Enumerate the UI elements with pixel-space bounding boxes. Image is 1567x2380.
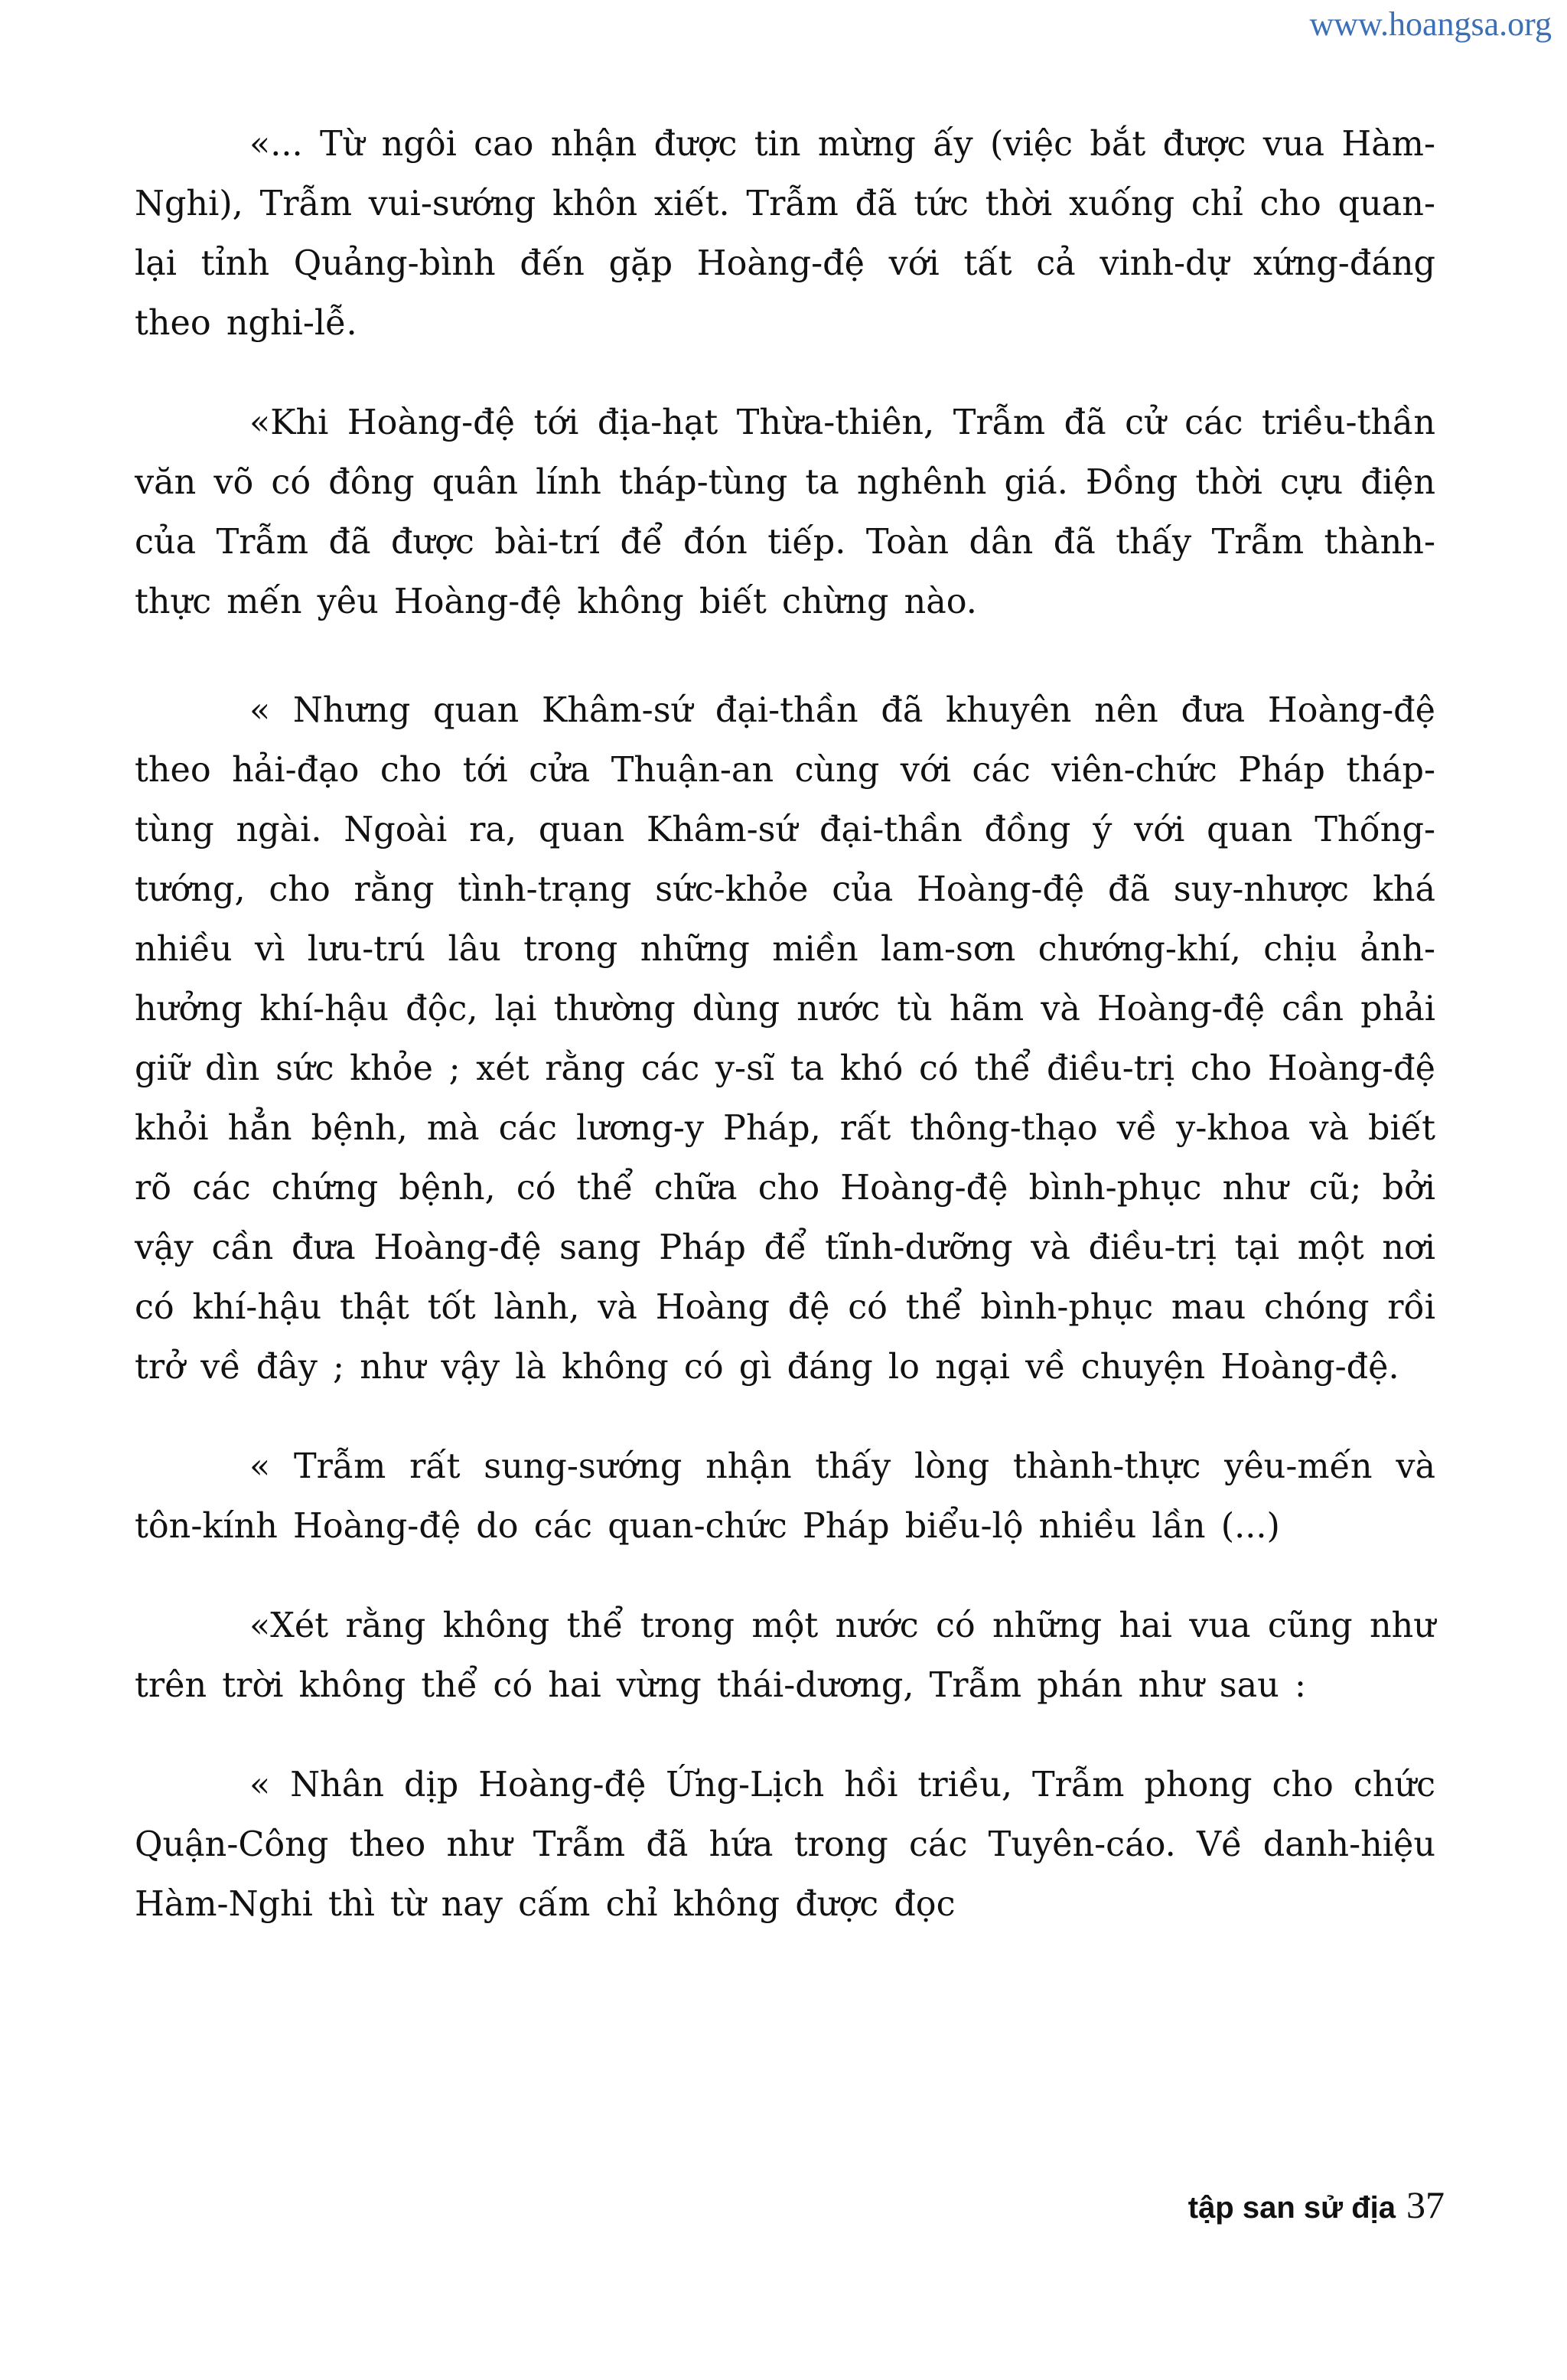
page-body — [135, 115, 1435, 1935]
journal-name: tập san sử địa — [1187, 2191, 1396, 2225]
paragraph-2: «Khi Hoàng-đệ tới địa-hạt Thừa-thiên, Trẫm đã cử các triều-thần văn võ có đông quân lính tháp-tùng ta nghênh giá. Đồng thời cựu điện của Trẫm đã được bài-trí để đón tiếp. Toàn dân đã thấy Trẫm thành-thực mến yêu Hoàng-đệ không biết chừng nào. — [135, 403, 1435, 621]
paragraph-5: «Xét rằng không thể trong một nước có những hai vua cũng như trên trời không thể có hai vừng thái-dương, Trẫm phán như sau : — [135, 1606, 1435, 1705]
paragraph-6: « Nhân dịp Hoàng-đệ Ứng-Lịch hồi triều, Trẫm phong cho chức Quận-Công theo như Trẫm đã hứa trong các Tuyên-cáo. Về danh-hiệu Hàm-Nghi thì từ nay cấm chỉ không được đọc — [135, 1765, 1435, 1924]
paragraph-4: « Trẫm rất sung-sướng nhận thấy lòng thành-thực yêu-mến và tôn-kính Hoàng-đệ do các quan-chức Pháp biểu-lộ nhiều lần (...) — [135, 1447, 1435, 1546]
paragraph-1: «... Từ ngôi cao nhận được tin mừng ấy (việc bắt được vua Hàm-Nghi), Trẫm vui-sướng khôn xiết. Trẫm đã tức thời xuống chỉ cho quan-lại tỉnh Quảng-bình đến gặp Hoàng-đệ với tất cả vinh-dự xứng-đáng theo nghi-lễ. — [135, 125, 1435, 343]
paragraph-3: « Nhưng quan Khâm-sứ đại-thần đã khuyên nên đưa Hoàng-đệ theo hải-đạo cho tới cửa Thuận-an cùng với các viên-chức Pháp tháp-tùng ngài. Ngoài ra, quan Khâm-sứ đại-thần đồng ý với quan Thống-tướng, cho rằng tình-trạng sức-khỏe của Hoàng-đệ đã suy-nhược khá nhiều vì lưu-trú lâu trong những miền lam-sơn chướng-khí, chịu ảnh-hưởng khí-hậu độc, lại thường dùng nước tù hãm và Hoàng-đệ cần phải giữ dìn sức khỏe ; xét rằng các y-sĩ ta khó có thể điều-trị cho Hoàng-đệ khỏi hẳn bệnh, mà các lương-y Pháp, rất thông-thạo về y-khoa và biết rõ các chứng bệnh, có thể chữa cho Hoàng-đệ bình-phục như cũ; bởi vậy cần đưa Hoàng-đệ sang Pháp để tĩnh-dưỡng và điều-trị tại một nơi có khí-hậu thật tốt lành, và Hoàng đệ có thể bình-phục mau chóng rồi trở về đây ; như vậy là không có gì đáng lo ngại về chuyện Hoàng-đệ. — [135, 691, 1435, 1387]
paragraph-spacer — [135, 354, 1435, 393]
page-footer — [1188, 2183, 1445, 2227]
paragraph-spacer — [135, 1716, 1435, 1756]
paragraph-spacer — [135, 1397, 1435, 1437]
paragraph-spacer — [135, 632, 1435, 681]
paragraph-spacer — [135, 1557, 1435, 1596]
watermark-url: www.hoangsa.org — [1309, 5, 1552, 43]
page-number: 37 — [1406, 2183, 1445, 2226]
